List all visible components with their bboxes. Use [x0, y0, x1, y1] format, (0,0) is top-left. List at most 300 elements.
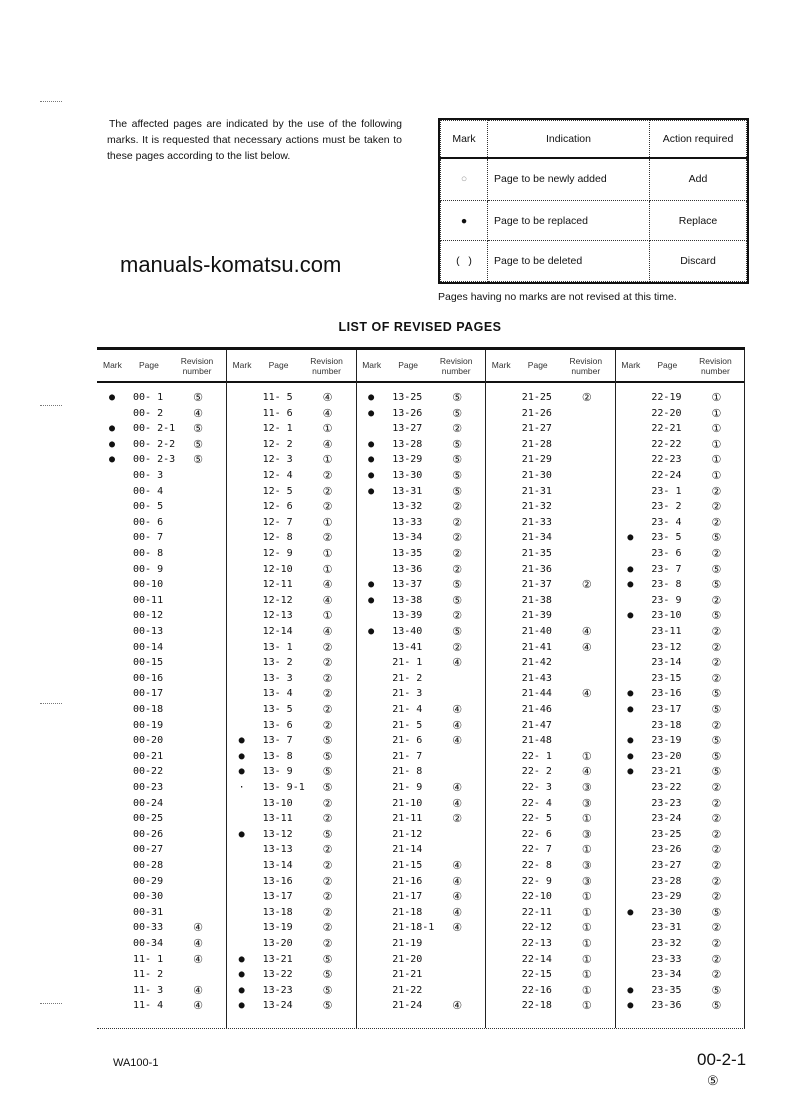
page-number-cell: 21-10: [392, 797, 423, 809]
table-row: [486, 952, 615, 968]
header-mark: Mark: [232, 360, 252, 370]
legend-indication: Page to be deleted: [488, 241, 650, 282]
page-number-cell: 00-26: [133, 828, 164, 840]
page-number-cell: 22-10: [521, 891, 552, 903]
table-row: [486, 452, 615, 468]
page-number-cell: 13- 4: [262, 688, 293, 700]
table-row: [227, 499, 356, 515]
revision-number: ①: [711, 437, 722, 451]
revision-mark: ●: [368, 454, 375, 466]
table-row: [227, 484, 356, 500]
page-number-cell: 13- 1: [262, 641, 293, 653]
table-row: [97, 920, 226, 936]
table-row: [615, 530, 744, 546]
table-row: [97, 468, 226, 484]
page-number-cell: 13- 9: [262, 766, 293, 778]
table-row: [486, 936, 615, 952]
page-number-cell: 13-31: [392, 485, 423, 497]
revision-number: ④: [452, 656, 463, 670]
table-row: [615, 920, 744, 936]
table-row: [97, 874, 226, 890]
revision-number: ①: [581, 921, 592, 935]
revision-number: ②: [581, 391, 592, 404]
table-row: [97, 515, 226, 531]
table-row: [356, 749, 485, 765]
revision-number: ②: [452, 500, 463, 514]
table-row: [227, 702, 356, 718]
table-row: [227, 546, 356, 562]
table-row: [227, 655, 356, 671]
revision-number: ⑤: [322, 999, 333, 1013]
revision-mark: ●: [238, 766, 245, 778]
page-number-cell: 12-13: [262, 610, 293, 622]
revision-number: ②: [711, 671, 722, 685]
table-row: [356, 577, 485, 593]
page-number-cell: 00-34: [133, 938, 164, 949]
revision-number: ①: [322, 453, 333, 467]
page-number-cell: 13-20: [262, 938, 293, 949]
table-row: [97, 842, 226, 858]
page-number-cell: 21-18: [392, 906, 423, 918]
revision-number: ②: [711, 952, 722, 966]
revision-number: ③: [581, 781, 592, 794]
revision-number: ④: [193, 952, 203, 966]
revision-number: ④: [581, 625, 592, 638]
header-page: Page: [527, 360, 548, 370]
legend-mark-add: ○: [441, 158, 488, 200]
table-row: [615, 733, 744, 749]
page-number-cell: 11- 1: [133, 953, 164, 965]
column-header: [356, 350, 485, 381]
table-row: [615, 936, 744, 952]
table-row: [615, 484, 744, 500]
table-row: [486, 874, 615, 890]
revision-number: ⑤: [711, 531, 722, 545]
header-revision: Revision number: [180, 356, 214, 376]
table-row: [97, 593, 226, 609]
page-number-cell: 12-12: [262, 594, 293, 606]
revision-mark: ●: [238, 984, 245, 996]
page-number-cell: 13- 5: [262, 704, 293, 715]
revision-number: ②: [711, 625, 722, 638]
revision-number: ④: [193, 406, 203, 420]
table-row: [486, 967, 615, 983]
page-number-cell: 21-18-1: [392, 922, 435, 934]
page-number-cell: 00-18: [133, 704, 164, 715]
table-row: [97, 936, 226, 952]
table-row: [227, 905, 356, 921]
page-number-cell: 13-13: [262, 844, 293, 856]
table-row: [486, 905, 615, 921]
page-number-cell: 21-17: [392, 891, 423, 903]
revision-number: ②: [322, 703, 333, 716]
revision-number: ②: [711, 812, 722, 826]
table-row: [615, 983, 744, 999]
table-row: [615, 686, 744, 702]
table-row: [486, 998, 615, 1014]
page-number-cell: 22-13: [521, 938, 552, 949]
table-row: [486, 796, 615, 812]
table-row: [227, 608, 356, 624]
page-number-cell: 12-11: [262, 579, 293, 591]
page-number-cell: 23-30: [651, 906, 682, 918]
revision-mark: ●: [108, 454, 116, 466]
table-row: [356, 608, 485, 624]
legend-header-indication: Indication: [488, 121, 650, 159]
revision-number: ①: [322, 609, 333, 623]
table-row: [227, 718, 356, 734]
revision-number: ⑤: [711, 905, 722, 919]
page-number-cell: 21-14: [392, 844, 423, 856]
table-row: [227, 796, 356, 812]
mark-legend-table: [438, 118, 749, 284]
revision-mark: ●: [627, 610, 634, 622]
revision-number: ②: [711, 968, 722, 982]
page-number-cell: 00-25: [133, 813, 164, 825]
table-row: [615, 593, 744, 609]
page-number-cell: 21- 8: [392, 766, 423, 778]
page-number-cell: 13-35: [392, 548, 423, 559]
revision-number: ②: [711, 921, 722, 935]
table-row: [486, 671, 615, 687]
table-row: [615, 390, 744, 406]
revision-number: ④: [322, 391, 333, 404]
legend-header-mark: Mark: [441, 121, 488, 159]
revision-number: ②: [322, 687, 333, 701]
revision-number: ④: [322, 437, 333, 451]
table-row: [97, 499, 226, 515]
page-number-cell: 00-16: [133, 672, 164, 684]
page-number-cell: 23-33: [651, 953, 682, 965]
revision-mark: ●: [368, 438, 375, 450]
revision-number: ③: [581, 796, 592, 810]
table-row: [227, 406, 356, 422]
revision-mark: ●: [627, 532, 634, 544]
page-number-cell: 23-26: [651, 844, 682, 856]
page-number-cell: 23-20: [651, 750, 682, 762]
revision-number: ①: [322, 547, 333, 560]
table-row: [356, 811, 485, 827]
revision-mark: ●: [627, 579, 634, 591]
page-number-cell: 13- 7: [262, 735, 293, 747]
revision-number: ①: [581, 905, 592, 919]
table-row: [486, 468, 615, 484]
header-revision: Revision number: [439, 356, 473, 376]
legend-indication: Page to be replaced: [488, 200, 650, 241]
table-row: [356, 484, 485, 500]
revision-number: ②: [322, 796, 333, 810]
page-number-cell: 22- 1: [521, 750, 552, 762]
table-row: [97, 827, 226, 843]
page-number-cell: 21-43: [521, 672, 552, 684]
page-number-cell: 00- 7: [133, 532, 164, 544]
table-row: [227, 874, 356, 890]
page-number-cell: 23-24: [651, 813, 682, 825]
page-number-cell: 23-31: [651, 922, 682, 934]
page-number-cell: 13-40: [392, 626, 423, 637]
table-row: [486, 858, 615, 874]
page-number-cell: 21- 9: [392, 782, 423, 793]
page-number-cell: 21- 2: [392, 672, 423, 684]
revision-number: ⑤: [711, 562, 722, 576]
table-row: [356, 905, 485, 921]
table-row: [615, 562, 744, 578]
page-number-cell: 21-16: [392, 875, 423, 887]
page-number-cell: 13-23: [262, 984, 293, 996]
table-row: [227, 764, 356, 780]
revision-number: ④: [322, 625, 333, 638]
revision-mark: ●: [108, 392, 116, 403]
page-number-cell: 23-29: [651, 891, 682, 903]
table-row: [356, 936, 485, 952]
revision-number: ②: [322, 718, 333, 732]
model-name: WA100-1: [113, 1057, 159, 1069]
page-number-cell: 21-22: [392, 984, 423, 996]
table-row: [227, 515, 356, 531]
revision-number: ②: [711, 859, 722, 872]
table-row: [227, 842, 356, 858]
table-row: [97, 780, 226, 796]
page-number-cell: 12- 7: [262, 516, 293, 528]
table-row: [227, 686, 356, 702]
punch-mark: [40, 405, 62, 406]
table-row: [356, 452, 485, 468]
table-row: [615, 468, 744, 484]
table-row: [227, 983, 356, 999]
page-number-cell: 13-36: [392, 563, 423, 575]
table-row: [486, 577, 615, 593]
table-row: [97, 640, 226, 656]
table-row: [486, 624, 615, 640]
table-row: [97, 608, 226, 624]
page-number-cell: 22- 6: [521, 828, 552, 840]
page-number-cell: 21- 6: [392, 735, 423, 747]
revision-number: ⑤: [711, 734, 722, 748]
table-row: [97, 577, 226, 593]
page-number-cell: 00- 2: [133, 407, 164, 419]
page-number-cell: 23-36: [651, 1000, 682, 1012]
table-row: [227, 952, 356, 968]
table-row: [486, 593, 615, 609]
table-row: [97, 686, 226, 702]
table-row: [615, 608, 744, 624]
page-number-cell: 22-15: [521, 969, 552, 981]
header-revision: Revision number: [569, 356, 603, 376]
page-number-cell: 00- 6: [133, 516, 164, 528]
page-number-cell: 13-34: [392, 532, 423, 544]
revision-number: ⑤: [711, 703, 722, 716]
page-number-cell: 21-32: [521, 501, 552, 513]
revision-mark: ●: [627, 704, 634, 715]
page-number-cell: 13- 3: [262, 672, 293, 684]
table-row: [97, 546, 226, 562]
table-row: [486, 655, 615, 671]
page-number-cell: 12- 6: [262, 501, 293, 513]
table-row: [615, 967, 744, 983]
table-row: [486, 640, 615, 656]
revision-mark: ●: [238, 969, 245, 981]
revision-number: ⑤: [711, 609, 722, 623]
column-group: [97, 350, 227, 1028]
table-row: [615, 655, 744, 671]
header-revision: Revision number: [699, 356, 732, 376]
page-revision: ⑤: [707, 1073, 719, 1088]
table-row: [615, 952, 744, 968]
revision-mark: ●: [238, 750, 245, 762]
page-number-cell: 13-22: [262, 969, 293, 981]
table-row: [356, 983, 485, 999]
revision-number: ⑤: [711, 749, 722, 763]
page-number-cell: 23-22: [651, 782, 682, 793]
page-number-cell: 13-27: [392, 423, 423, 435]
table-row: [227, 780, 356, 796]
table-row: [97, 406, 226, 422]
revision-mark: ●: [627, 563, 634, 575]
page-number-cell: 11- 2: [133, 969, 164, 981]
table-row: [615, 546, 744, 562]
revision-number: ②: [322, 921, 333, 935]
revision-number: ④: [193, 921, 203, 935]
table-row: [486, 983, 615, 999]
page-number-cell: 00-22: [133, 766, 164, 778]
table-row: [486, 764, 615, 780]
table-row: [486, 827, 615, 843]
table-row: [356, 624, 485, 640]
page-number-cell: 21-37: [521, 579, 552, 591]
revision-number: ①: [322, 515, 333, 529]
page-number-cell: 21-24: [392, 1000, 423, 1012]
page-number-cell: 00-27: [133, 844, 164, 856]
header-page: Page: [657, 360, 678, 370]
table-row: [486, 546, 615, 562]
page-number-cell: 13-30: [392, 470, 423, 481]
table-row: [615, 764, 744, 780]
table-row: [615, 577, 744, 593]
table-row: [486, 421, 615, 437]
revision-mark: ●: [368, 594, 375, 606]
revision-number: ②: [322, 531, 333, 545]
column-header: [97, 350, 226, 381]
table-row: [615, 889, 744, 905]
page-number-cell: 23- 8: [651, 579, 682, 591]
table-row: [356, 920, 485, 936]
page-number-cell: 23-15: [651, 672, 682, 684]
page-number-cell: 23-19: [651, 735, 682, 747]
revision-number: ③: [581, 859, 592, 872]
legend-note: Pages having no marks are not revised at this time.: [438, 291, 677, 303]
page-number-cell: 13-26: [392, 407, 423, 419]
table-row: [227, 421, 356, 437]
table-row: [615, 624, 744, 640]
page-number-cell: 11- 4: [133, 1000, 164, 1012]
table-row: [356, 733, 485, 749]
table-row: [615, 842, 744, 858]
revision-number: ④: [581, 687, 592, 701]
table-row: [486, 530, 615, 546]
table-row: [97, 390, 226, 406]
revision-number: ④: [452, 921, 463, 935]
table-row: [486, 811, 615, 827]
table-row: [227, 889, 356, 905]
revision-number: ④: [322, 593, 333, 607]
table-row: [486, 515, 615, 531]
revision-mark: ·: [238, 782, 245, 793]
page-number-cell: 21- 4: [392, 704, 423, 715]
revision-number: ⑤: [452, 469, 463, 482]
revision-number: ②: [322, 484, 333, 498]
table-row: [356, 593, 485, 609]
table-row: [615, 671, 744, 687]
page-number-cell: 13-29: [392, 454, 423, 466]
table-row: [97, 796, 226, 812]
table-row: [615, 718, 744, 734]
page-number-cell: 21-40: [521, 626, 552, 637]
page-number-cell: 13-11: [262, 813, 293, 825]
page-number-cell: 23-18: [651, 719, 682, 731]
page-number-cell: 13-10: [262, 797, 293, 809]
revision-number: ②: [711, 890, 722, 904]
table-row: [486, 749, 615, 765]
page-number-cell: 12-14: [262, 626, 293, 637]
page-number-cell: 00- 5: [133, 501, 164, 513]
table-row: [97, 967, 226, 983]
table-row: [486, 562, 615, 578]
revision-number: ①: [581, 749, 592, 763]
page-number-cell: 00-20: [133, 735, 164, 747]
table-row: [615, 749, 744, 765]
revision-number: ⑤: [322, 734, 333, 748]
revision-number: ②: [322, 812, 333, 826]
page-number-cell: 13-18: [262, 906, 293, 918]
revision-number: ⑤: [322, 983, 333, 997]
page-number-cell: 21-35: [521, 548, 552, 559]
revision-number: ②: [711, 656, 722, 670]
page-number: 00-2-1: [697, 1050, 747, 1069]
revision-number: ②: [711, 843, 722, 857]
page-number-cell: 00-13: [133, 626, 164, 637]
page-number-cell: 00-28: [133, 860, 164, 871]
page-number-cell: 00-30: [133, 891, 164, 903]
table-row: [615, 780, 744, 796]
table-row: [97, 749, 226, 765]
revision-number: ①: [581, 968, 592, 982]
table-row: [615, 998, 744, 1014]
revision-number: ⑤: [711, 983, 722, 997]
table-row: [356, 406, 485, 422]
revision-number: ②: [322, 671, 333, 685]
page-number-cell: 13-14: [262, 860, 293, 871]
revision-mark: ●: [108, 438, 116, 450]
page-number-cell: 22-22: [651, 438, 682, 450]
revision-number: ①: [581, 843, 592, 857]
revision-number: ①: [581, 983, 592, 997]
revision-number: ②: [322, 656, 333, 670]
page-number-cell: 21-48: [521, 735, 552, 747]
page-number-cell: 23-14: [651, 657, 682, 669]
page-number-cell: 23-32: [651, 938, 682, 949]
column-header: [227, 350, 356, 381]
revision-number: ⑤: [193, 453, 203, 467]
revision-number: ⑤: [193, 391, 203, 404]
page-number-cell: 22-11: [521, 906, 552, 918]
revision-mark: ●: [368, 626, 375, 637]
table-row: [356, 437, 485, 453]
page-number-cell: 22- 4: [521, 797, 552, 809]
table-row: [356, 671, 485, 687]
page-number-cell: 22- 8: [521, 860, 552, 871]
table-row: [486, 889, 615, 905]
table-row: [227, 936, 356, 952]
